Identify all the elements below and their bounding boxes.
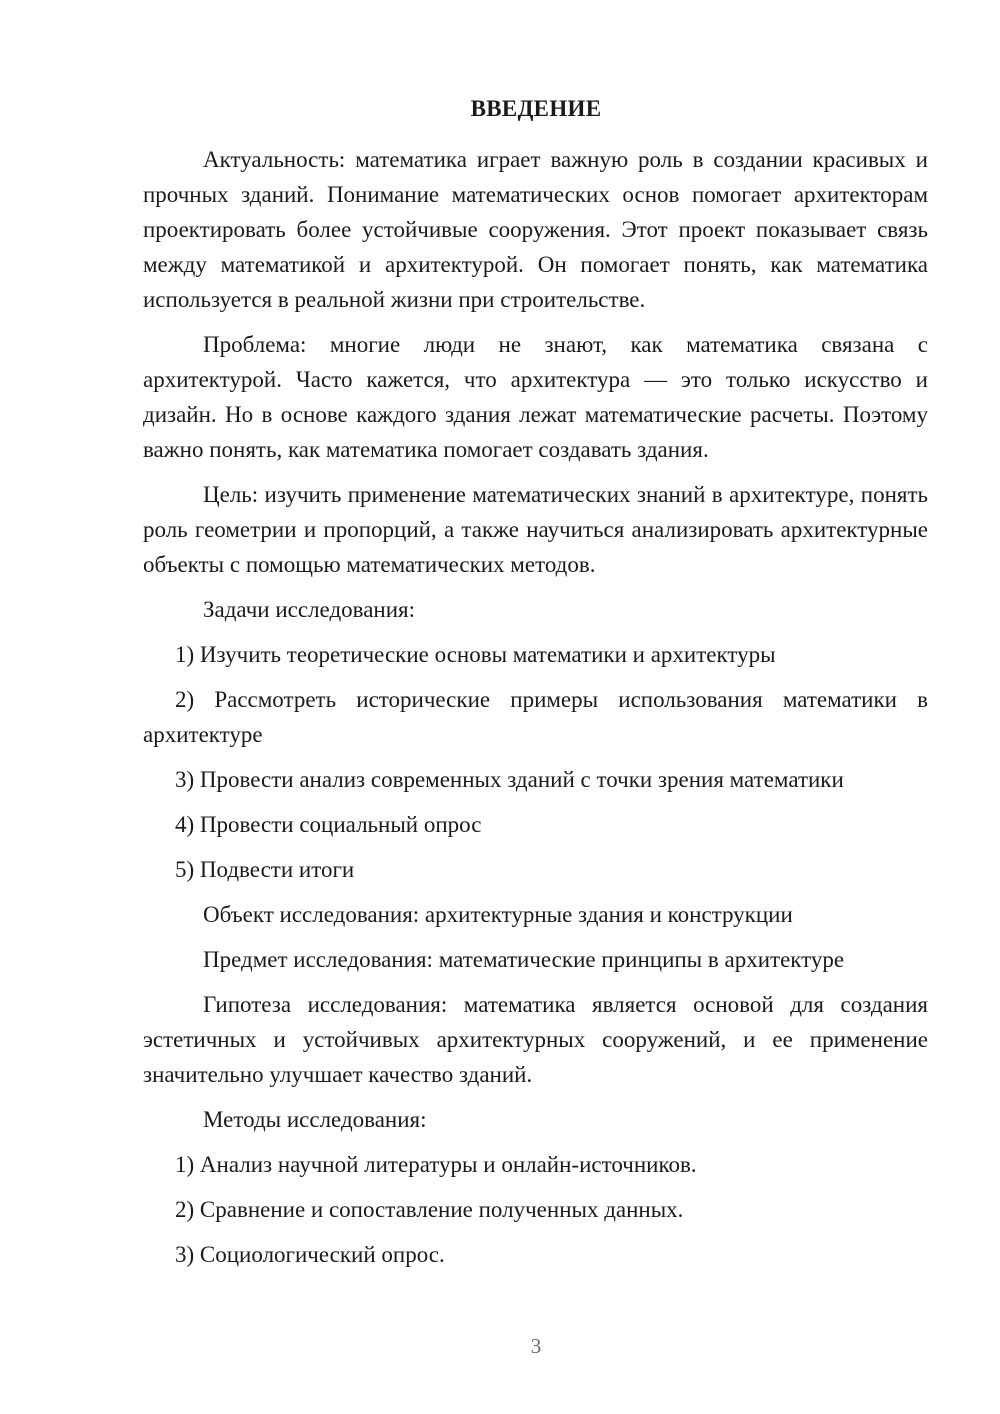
tasks-list bbox=[143, 637, 928, 887]
methods-heading: Методы исследования: bbox=[203, 1107, 427, 1132]
hypothesis-paragraph: Гипотеза исследования: математика является основой для создания эстетичных и устойчивых архитектурных сооружений, и ее применение значительно улучшает качество зданий. bbox=[143, 992, 928, 1087]
document-body bbox=[143, 142, 928, 1282]
relevance-paragraph: Актуальность: математика играет важную роль в создании красивых и прочных зданий. Понимание математических основ помогает архитекторам проектировать более устойчивые сооружения. Этот проект показывает связь между математикой и архитектурой. Он помогает понять, как математика используется в реальной жизни при строительстве. bbox=[143, 147, 928, 312]
list-item: 2) Сравнение и сопоставление полученных данных. bbox=[175, 1197, 684, 1222]
list-item: 1) Анализ научной литературы и онлайн-источников. bbox=[175, 1152, 697, 1177]
methods-list bbox=[143, 1147, 928, 1272]
list-item: 3) Провести анализ современных зданий с точки зрения математики bbox=[175, 767, 844, 792]
subject-paragraph: Предмет исследования: математические принципы в архитектуре bbox=[203, 947, 845, 972]
list-item: 2) Рассмотреть исторические примеры использования математики в архитектуре bbox=[143, 687, 928, 747]
problem-paragraph: Проблема: многие люди не знают, как математика связана с архитектурой. Часто кажется, что архитектура — это только искусство и дизайн. Но в основе каждого здания лежат математические расчеты. Поэтому важно понять, как математика помогает создавать здания. bbox=[143, 332, 928, 462]
page-title: ВВЕДЕНИЕ bbox=[470, 96, 602, 121]
object-paragraph: Объект исследования: архитектурные здания и конструкции bbox=[203, 902, 793, 927]
list-item: 1) Изучить теоретические основы математики и архитектуры bbox=[175, 642, 776, 667]
list-item: 5) Подвести итоги bbox=[175, 857, 355, 882]
tasks-heading: Задачи исследования: bbox=[203, 597, 416, 622]
goal-paragraph: Цель: изучить применение математических знаний в архитектуре, понять роль геометрии и пропорций, а также научиться анализировать архитектурные объекты с помощью математических методов. bbox=[143, 482, 928, 577]
list-item: 3) Социологический опрос. bbox=[175, 1242, 445, 1267]
page-number: 3 bbox=[530, 1334, 542, 1358]
list-item: 4) Провести социальный опрос bbox=[175, 812, 482, 837]
